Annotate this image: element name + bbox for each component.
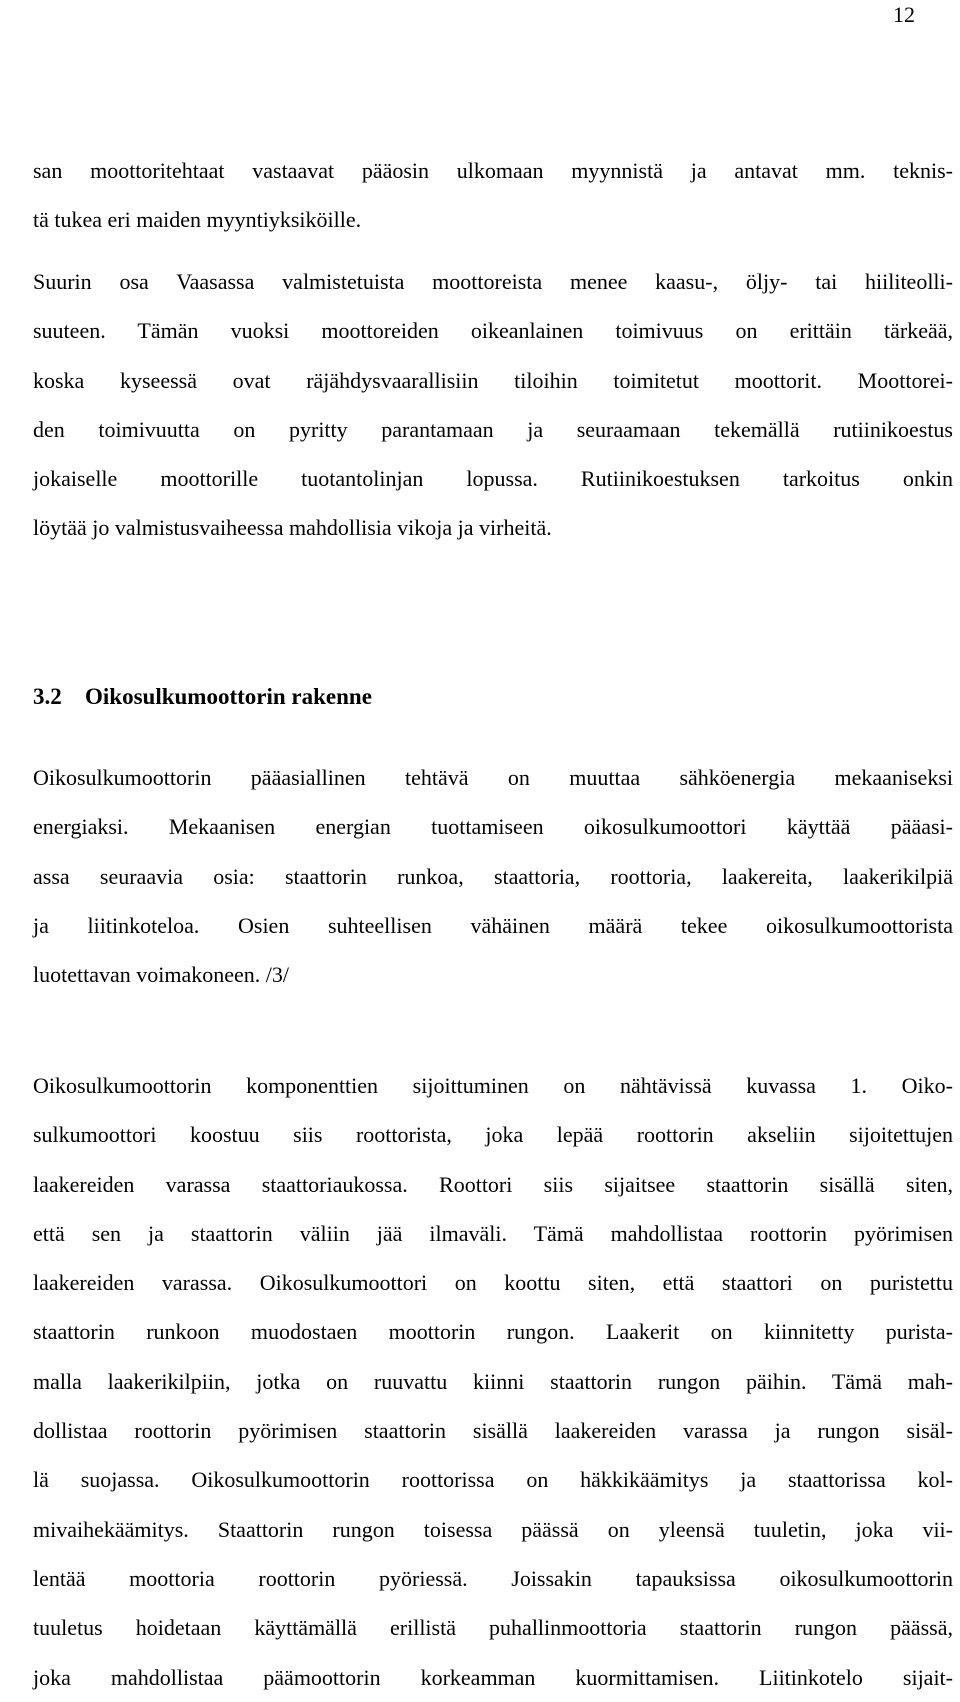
text-line: joka mahdollistaa päämoottorin korkeamman kuormittamisen. Liitinkotelo sijait- <box>33 1664 953 1690</box>
text-line: mivaihekäämitys. Staattorin rungon toisessa päässä on yleensä tuuletin, joka vii- <box>33 1516 953 1542</box>
text-line: assa seuraavia osia: staattorin runkoa, staattoria, roottoria, laakereita, laakerikilpiä <box>33 863 953 889</box>
text-line: Oikosulkumoottorin pääasiallinen tehtävä on muuttaa sähköenergia mekaaniseksi <box>33 765 953 790</box>
section-title: Oikosulkumoottorin rakenne <box>85 684 372 709</box>
section-heading <box>33 682 372 712</box>
text-line: staattorin runkoon muodostaen moottorin rungon. Laakerit on kiinnitetty purista- <box>33 1319 953 1345</box>
page-number: 12 <box>893 2 915 27</box>
paragraph-intro-continuation <box>33 146 953 245</box>
text-line: Oikosulkumoottorin komponenttien sijoittuminen on nähtävissä kuvassa 1. Oiko- <box>33 1073 953 1098</box>
text-line: jokaiselle moottorille tuotantolinjan lopussa. Rutiinikoestuksen tarkoitus onkin <box>33 466 953 492</box>
text-line: tuuletus hoidetaan käyttämällä erillistä puhallinmoottoria staattorin rungon päässä, <box>33 1615 953 1641</box>
text-line: energiaksi. Mekaanisen energian tuottamiseen oikosulkumoottori käyttää pääasi- <box>33 814 953 840</box>
text-line: suuteen. Tämän vuoksi moottoreiden oikeanlainen toimivuus on erittäin tärkeää, <box>33 318 953 344</box>
text-line: koska kyseessä ovat räjähdysvaarallisiin tiloihin toimitetut moottorit. Moottorei- <box>33 367 953 393</box>
section-number: 3.2 <box>33 684 62 709</box>
text-line: laakereiden varassa. Oikosulkumoottori on koottu siten, että staattori on puristettu <box>33 1270 953 1296</box>
text-line: san moottoritehtaat vastaavat pääosin ulkomaan myynnistä ja antavat mm. teknis- <box>33 158 953 183</box>
text-line: laakereiden varassa staattoriaukossa. Roottori siis sijaitsee staattorin sisällä siten, <box>33 1171 953 1197</box>
text-line: luotettavan voimakoneen. /3/ <box>33 962 289 988</box>
paragraph-motor-purpose <box>33 753 953 999</box>
text-line: että sen ja staattorin väliin jää ilmaväli. Tämä mahdollistaa roottorin pyörimisen <box>33 1220 953 1246</box>
text-line: malla laakerikilpiin, jotka on ruuvattu kiinni staattorin rungon päihin. Tämä mah- <box>33 1368 953 1394</box>
text-line: lä suojassa. Oikosulkumoottorin roottorissa on häkkikäämitys ja staattorissa kol- <box>33 1467 953 1493</box>
text-line: lentää moottoria roottorin pyöriessä. Joissakin tapauksissa oikosulkumoottorin <box>33 1565 953 1591</box>
text-line: sulkumoottori koostuu siis roottorista, joka lepää roottorin akseliin sijoitettujen <box>33 1122 953 1148</box>
text-line: tä tukea eri maiden myyntiyksiköille. <box>33 207 362 233</box>
paragraph-motor-components <box>33 1061 953 1702</box>
text-line: den toimivuutta on pyritty parantamaan ja seuraamaan tekemällä rutiinikoestus <box>33 416 953 442</box>
paragraph-vaasa-motors <box>33 257 953 553</box>
text-line: dollistaa roottorin pyörimisen staattorin sisällä laakereiden varassa ja rungon sisäl- <box>33 1418 953 1444</box>
text-line: Suurin osa Vaasassa valmistetuista moottoreista menee kaasu-, öljy- tai hiiliteolli- <box>33 269 953 294</box>
text-line: löytää jo valmistusvaiheessa mahdollisia vikoja ja virheitä. <box>33 515 552 541</box>
text-line: ja liitinkoteloa. Osien suhteellisen vähäinen määrä tekee oikosulkumoottorista <box>33 912 953 938</box>
